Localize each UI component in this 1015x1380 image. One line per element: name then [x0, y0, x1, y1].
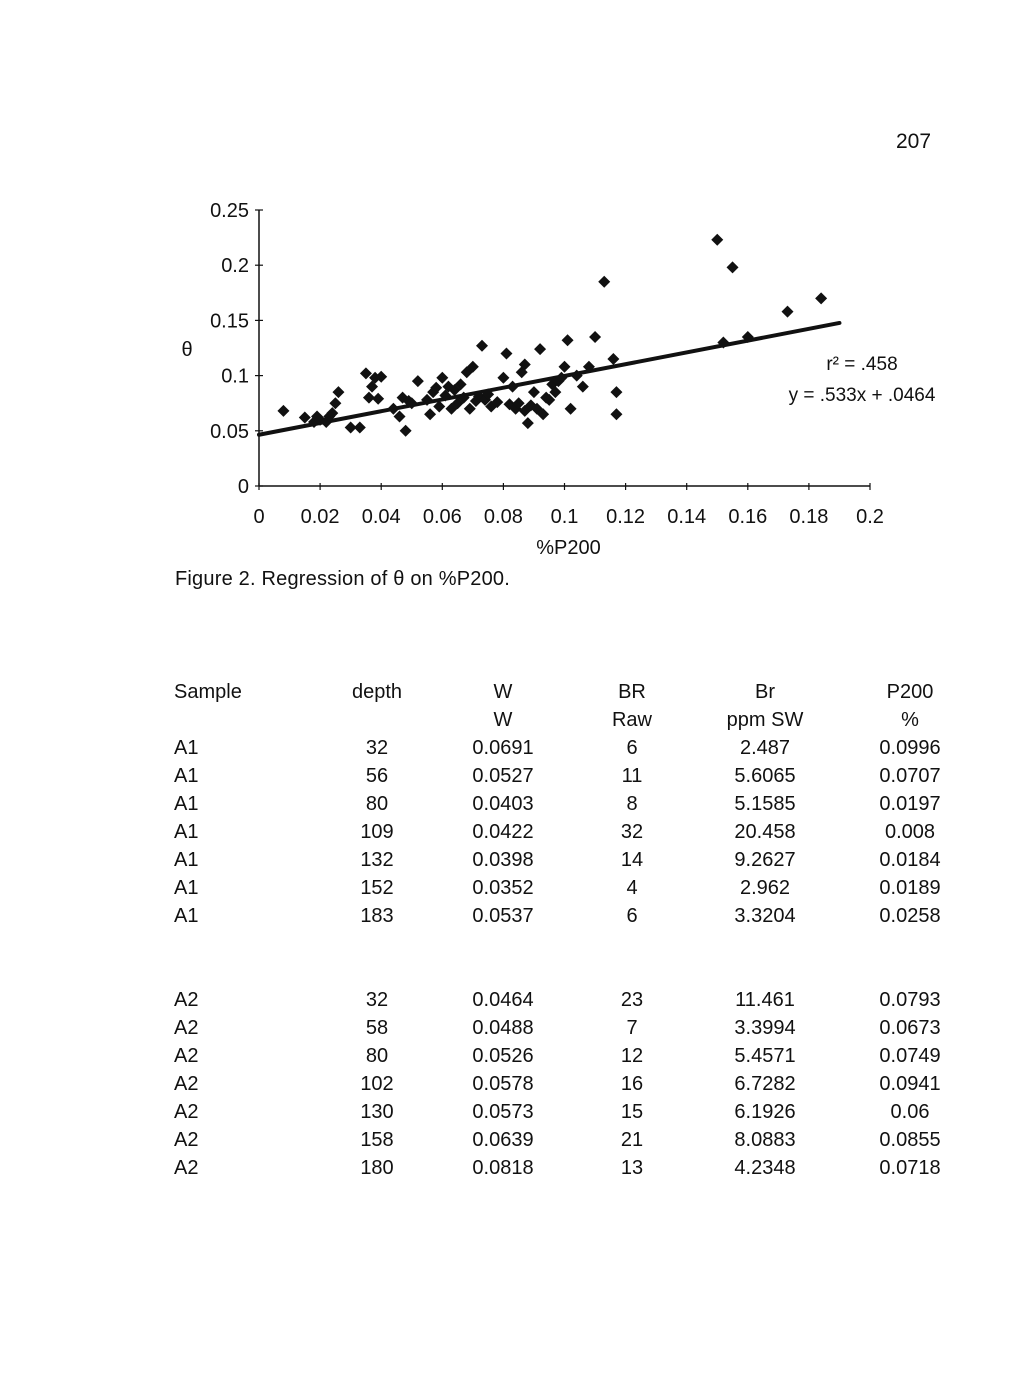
table-cell: 4.2348	[734, 1156, 796, 1179]
data-point	[329, 397, 341, 409]
table-cell: 0.0488	[472, 1016, 534, 1039]
data-point	[400, 425, 412, 437]
data-point	[436, 372, 448, 384]
table-cell: 180	[360, 1156, 394, 1179]
table-cell: 0.0422	[472, 820, 534, 843]
data-point	[522, 417, 534, 429]
table-cell: 0.06	[890, 1100, 930, 1123]
data-point	[782, 306, 794, 318]
table-cell: 11	[621, 764, 643, 787]
table-cell: A1	[174, 876, 199, 899]
table-cell: 32	[620, 820, 644, 843]
table-cell: A2	[174, 1128, 199, 1151]
table-cell: 0.0718	[879, 1156, 941, 1179]
table-cell: 80	[365, 792, 389, 815]
regression-line	[259, 323, 839, 435]
table-cell: 6	[626, 904, 638, 927]
spacer-cell	[168, 930, 970, 986]
table-row	[168, 762, 970, 790]
table-row	[168, 1014, 970, 1042]
table-cell: A2	[174, 1156, 199, 1179]
table-row	[168, 902, 970, 930]
data-point	[354, 421, 366, 433]
table-cell: 21	[620, 1128, 644, 1151]
table-cell: ppm SW	[726, 708, 804, 731]
table-row	[168, 1126, 970, 1154]
data-point	[332, 386, 344, 398]
table-cell: 0.0352	[472, 876, 534, 899]
data-point	[277, 405, 289, 417]
x-tick-label: 0.16	[728, 506, 768, 528]
data-point	[562, 334, 574, 346]
data-point	[565, 403, 577, 415]
data-point	[528, 386, 540, 398]
table-row	[168, 1154, 970, 1182]
table-cell: A2	[174, 1016, 199, 1039]
x-tick-label: 0.2	[856, 506, 884, 528]
table-row	[168, 986, 970, 1014]
table-cell: 6.1926	[734, 1100, 796, 1123]
figure-caption: Figure 2. Regression of θ on %P200.	[175, 568, 510, 590]
table-cell: 132	[360, 848, 394, 871]
x-tick-label: 0.06	[422, 506, 462, 528]
table-cell: 0.0941	[879, 1072, 941, 1095]
table-row	[168, 1042, 970, 1070]
table-cell: 6.7282	[734, 1072, 796, 1095]
y-tick-label: 0.2	[221, 255, 249, 278]
data-point	[507, 381, 519, 393]
x-axis-label: %P200	[536, 537, 601, 559]
table-cell: 0.0527	[472, 764, 534, 787]
data-point	[372, 393, 384, 405]
table-cell: A1	[174, 848, 199, 871]
table-cell: W	[493, 708, 513, 731]
y-axis-label: θ	[181, 339, 193, 361]
table-row	[168, 1070, 970, 1098]
table-row	[168, 734, 970, 762]
y-tick-label: 0	[237, 476, 249, 498]
data-table	[168, 678, 970, 1182]
table-cell: 0.008	[884, 820, 936, 843]
table-cell: A1	[174, 764, 199, 787]
table-row	[168, 874, 970, 902]
table-cell: 9.2627	[734, 848, 796, 871]
table-cell: 130	[360, 1100, 394, 1123]
data-point	[363, 392, 375, 404]
table-cell: 0.0258	[879, 904, 941, 927]
table-cell: 2.962	[739, 876, 791, 899]
table-cell: depth	[351, 680, 403, 703]
table-cell	[168, 706, 332, 734]
x-tick-label: 0.18	[789, 506, 829, 528]
table-cell: 109	[360, 820, 394, 843]
table-cell: 2.487	[739, 736, 791, 759]
table-cell: 5.6065	[734, 764, 796, 787]
data-point	[412, 375, 424, 387]
table-cell: A1	[174, 904, 199, 927]
table-cell: 5.4571	[734, 1044, 796, 1067]
table-cell: 7	[626, 1016, 638, 1039]
table-cell: 0.0855	[879, 1128, 941, 1151]
table-cell: BR	[618, 680, 646, 703]
x-tick-label: 0.08	[483, 506, 523, 528]
table-cell: 6	[626, 736, 638, 759]
table-cell	[332, 706, 422, 734]
table-cell: 0.0464	[472, 988, 534, 1011]
data-point	[534, 343, 546, 355]
table-cell: 32	[365, 988, 389, 1011]
table-cell: 11.461	[735, 988, 795, 1011]
table-cell: 15	[620, 1100, 644, 1123]
table-cell: A2	[174, 988, 199, 1011]
table-cell: Raw	[611, 708, 652, 731]
table-cell: A1	[174, 792, 199, 815]
y-tick-label: 0.05	[210, 420, 249, 443]
table-cell: 0.0197	[879, 792, 941, 815]
table-cell: 0.0673	[879, 1016, 941, 1039]
table-cell: 16	[620, 1072, 644, 1095]
data-point	[598, 276, 610, 288]
table-row	[168, 790, 970, 818]
table-cell: 0.0639	[472, 1128, 534, 1151]
data-point	[727, 261, 739, 273]
table-cell: 80	[365, 1044, 389, 1067]
x-tick-label: 0.1	[550, 506, 579, 528]
table-cell: 0.0537	[472, 904, 534, 927]
data-point	[476, 340, 488, 352]
table-cell: 0.0818	[472, 1156, 534, 1179]
table-cell: 0.0403	[472, 792, 534, 815]
data-point	[610, 408, 622, 420]
data-point	[607, 353, 619, 365]
table-cell: A2	[174, 1044, 199, 1067]
table-cell: A1	[174, 820, 199, 843]
table-cell: 14	[620, 848, 644, 871]
data-point	[497, 372, 509, 384]
table-row	[168, 1098, 970, 1126]
table-cell: 0.0691	[472, 736, 534, 759]
data-point	[559, 361, 571, 373]
table-cell: 158	[360, 1128, 394, 1151]
data-point	[610, 386, 622, 398]
table-row	[168, 818, 970, 846]
table-cell: %	[901, 708, 919, 731]
table-cell: 152	[360, 876, 394, 899]
table-cell: P200	[886, 680, 934, 703]
table-cell: 102	[360, 1072, 394, 1095]
data-point	[589, 331, 601, 343]
table-cell: 0.0578	[472, 1072, 534, 1095]
table-cell: 8.0883	[734, 1128, 796, 1151]
table-cell: W	[493, 680, 513, 703]
table-cell: 12	[620, 1044, 644, 1067]
y-tick-label: 0.1	[221, 365, 249, 388]
table-cell: Br	[755, 680, 775, 703]
regression-scatter-chart	[0, 0, 1015, 600]
table-cell: 0.0793	[879, 988, 941, 1011]
table-header-row	[168, 678, 970, 706]
table-cell: 0.0707	[879, 764, 941, 787]
table-cell: 3.3204	[734, 904, 796, 927]
table-cell: 13	[620, 1156, 644, 1179]
table-cell: 58	[365, 1016, 389, 1039]
table-cell: 32	[365, 736, 389, 759]
x-tick-label: 0	[253, 506, 265, 528]
table-cell: 0.0189	[879, 876, 941, 899]
table-cell: 0.0398	[472, 848, 534, 871]
y-tick-label: 0.25	[210, 200, 249, 222]
table-cell: A2	[174, 1072, 199, 1095]
x-tick-label: 0.12	[606, 506, 646, 528]
chart-annotation: y = .533x + .0464	[788, 385, 936, 406]
y-tick-label: 0.15	[210, 310, 249, 333]
table-cell: 4	[626, 876, 638, 899]
table-cell: 56	[365, 764, 389, 787]
data-point	[815, 292, 827, 304]
table-cell: 0.0573	[472, 1100, 534, 1123]
chart-annotation: r² = .458	[826, 354, 898, 375]
table-cell: 0.0996	[879, 736, 941, 759]
table-cell: 8	[626, 792, 638, 815]
table-cell: 20.458	[734, 820, 796, 843]
x-tick-label: 0.14	[667, 506, 707, 528]
data-point	[711, 234, 723, 246]
table-cell: 0.0184	[879, 848, 941, 871]
table-cell: 183	[360, 904, 394, 927]
table-cell: 3.3994	[734, 1016, 796, 1039]
table-cell: A1	[174, 736, 199, 759]
x-tick-label: 0.02	[300, 506, 340, 528]
x-tick-label: 0.04	[361, 506, 401, 528]
data-point	[500, 348, 512, 360]
data-point	[577, 381, 589, 393]
table-spacer-row	[168, 930, 970, 986]
table-cell: 0.0749	[879, 1044, 941, 1067]
table-cell: A2	[174, 1100, 199, 1123]
table-cell: 5.1585	[734, 792, 796, 815]
data-point	[424, 408, 436, 420]
table-cell: 23	[620, 988, 644, 1011]
table-cell: 0.0526	[472, 1044, 534, 1067]
page-number: 207	[896, 130, 932, 153]
table-subheader-row	[168, 706, 970, 734]
table-row	[168, 846, 970, 874]
table-cell: Sample	[174, 680, 242, 703]
